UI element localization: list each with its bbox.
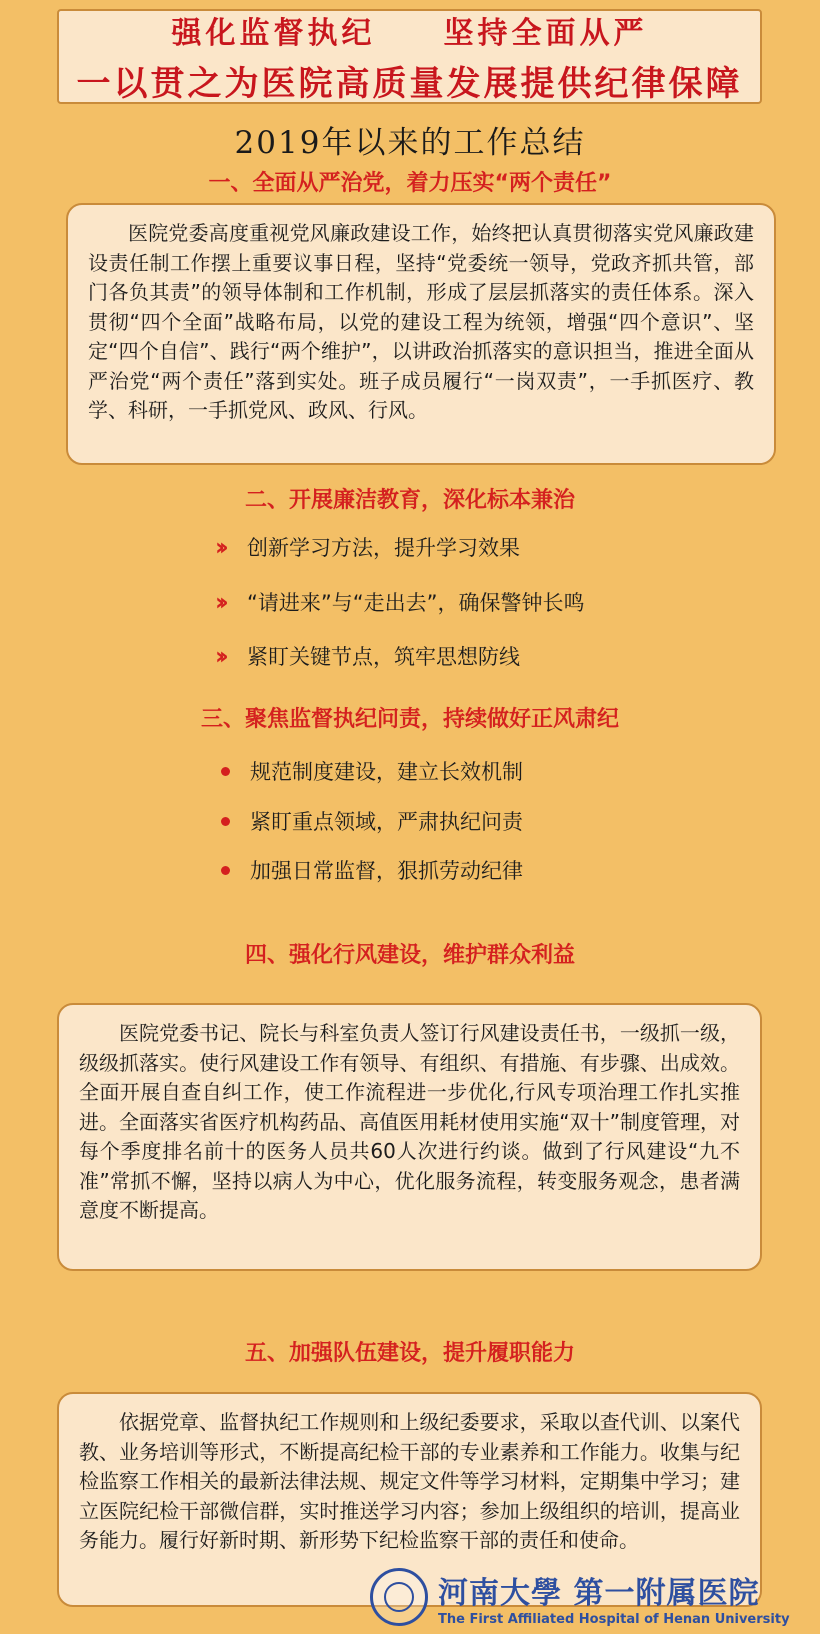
bullet-dot-icon — [221, 817, 230, 826]
section-3-heading: 三、聚焦监督执纪问责，持续做好正风肃纪 — [200, 707, 619, 732]
section-2-item-text: 创新学习方法，提升学习效果 — [247, 536, 520, 560]
section-1-heading: 一、全面从严治党，着力压实“两个责任” — [208, 171, 612, 196]
logo-name-cn: 河南大學 第一附属医院 — [438, 1575, 760, 1611]
section-2-item — [215, 641, 520, 671]
section-3-item — [215, 756, 523, 786]
summary-title: 2019年以来的工作总结 — [234, 125, 586, 161]
section-3-item-text: 加强日常监督，狠抓劳动纪律 — [250, 859, 523, 883]
logo-name-en: The First Affiliated Hospital of Henan University — [438, 1611, 790, 1627]
section-1-body: 医院党委高度重视党风廉政建设工作，始终把认真贯彻落实党风廉政建设责任制工作摆上重要议事日程，坚持“党委统一领导，党政齐抓共管，部门各负其责”的领导体制和工作机制，形成了层层抓落实的责任体系。深入贯彻“四个全面”战略布局，以党的建设工程为统领，增强“四个意识”、坚定“四个自信”、践行“两个维护”，以讲政治抓落实的意识担当，推进全面从严治党“两个责任”落到实处。班子成员履行“一岗双责”，一手抓医疗、教学、科研，一手抓党风、政风、行风。 — [88, 221, 754, 422]
chevron-right-icon: ›› — [215, 588, 223, 616]
section-3-item-text: 规范制度建设，建立长效机制 — [250, 760, 523, 784]
section-2-item — [215, 587, 585, 617]
section-2-item-text: “请进来”与“走出去”，确保警钟长鸣 — [247, 591, 585, 615]
banner-title-line1: 强化监督执纪 坚持全面从严 — [171, 16, 648, 51]
hospital-logo-watermark — [370, 1564, 810, 1630]
section-2-heading: 二、开展廉洁教育，深化标本兼治 — [244, 488, 575, 513]
chevron-right-icon: ›› — [215, 642, 223, 670]
bullet-dot-icon — [221, 866, 230, 875]
section-4-card — [57, 1003, 762, 1271]
section-2-item — [215, 532, 520, 562]
bullet-dot-icon — [221, 767, 230, 776]
chevron-right-icon: ›› — [215, 533, 223, 561]
section-4-heading: 四、强化行风建设，维护群众利益 — [244, 943, 575, 968]
section-3-item-text: 紧盯重点领域，严肃执纪问责 — [250, 810, 523, 834]
section-2-item-text: 紧盯关键节点，筑牢思想防线 — [247, 645, 520, 669]
section-5-heading: 五、加强队伍建设，提升履职能力 — [244, 1341, 575, 1366]
banner-title-line2: 一以贯之为医院高质量发展提供纪律保障 — [76, 64, 743, 104]
section-3-item — [215, 806, 523, 836]
hospital-seal-icon — [370, 1568, 428, 1626]
section-3-item — [215, 855, 523, 885]
section-1-card — [66, 203, 776, 465]
section-4-body: 医院党委书记、院长与科室负责人签订行风建设责任书，一级抓一级，级级抓落实。使行风建设工作有领导、有组织、有措施、有步骤、出成效。全面开展自查自纠工作，使工作流程进一步优化,行风专项治理工作扎实推进。全面落实省医疗机构药品、高值医用耗材使用实施“双十”制度管理，对每个季度排名前十的医务人员共60人次进行约谈。做到了行风建设“九不准”常抓不懈，坚持以病人为中心，优化服务流程，转变服务观念，患者满意度不断提高。 — [79, 1021, 740, 1222]
section-5-body: 依据党章、监督执纪工作规则和上级纪委要求，采取以查代训、以案代教、业务培训等形式，不断提高纪检干部的专业素养和工作能力。收集与纪检监察工作相关的最新法律法规、规定文件等学习材料，定期集中学习；建立医院纪检干部微信群，实时推送学习内容；参加上级组织的培训，提高业务能力。履行好新时期、新形势下纪检监察干部的责任和使命。 — [79, 1410, 740, 1552]
title-banner — [57, 9, 762, 104]
